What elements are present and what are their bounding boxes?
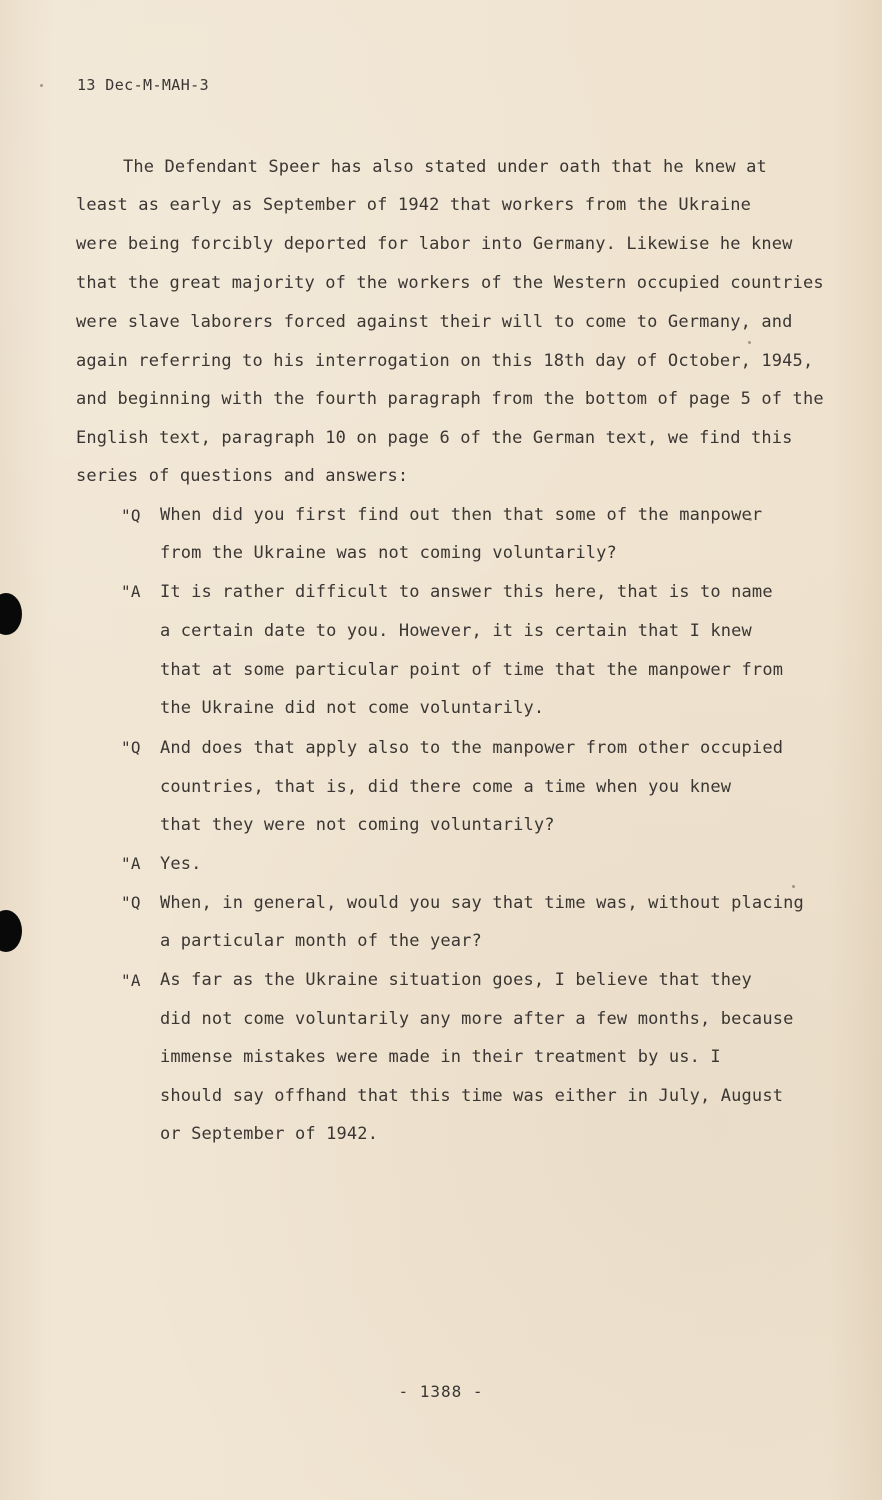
question-text-line: from the Ukraine was not coming voluntarily? [160, 543, 617, 563]
paragraph-line: were slave laborers forced against their will to come to Germany, and [76, 312, 793, 332]
paragraph-line: that the great majority of the workers of the Western occupied countries [76, 273, 824, 293]
paragraph-line: series of questions and answers: [76, 466, 409, 486]
question-text-line: a particular month of the year? [160, 931, 482, 951]
answer-marker: "A [121, 582, 141, 601]
paper-speck [40, 84, 43, 87]
question-marker: "Q [121, 738, 141, 757]
answer-text-line: Yes. [160, 854, 202, 874]
document-reference-code: 13 Dec-M-MAH-3 [77, 76, 210, 94]
answer-text-line: or September of 1942. [160, 1124, 379, 1144]
question-text-line: And does that apply also to the manpower from other occupied [160, 738, 784, 758]
paragraph-line: The Defendant Speer has also stated under oath that he knew at [123, 157, 767, 177]
paragraph-line: least as early as September of 1942 that workers from the Ukraine [76, 195, 752, 215]
paragraph-line: English text, paragraph 10 on page 6 of the German text, we find this [76, 428, 793, 448]
answer-marker: "A [121, 971, 141, 990]
question-marker: "Q [121, 506, 141, 525]
question-marker: "Q [121, 893, 141, 912]
answer-text-line: that at some particular point of time that the manpower from [160, 660, 784, 680]
answer-text-line: the Ukraine did not come voluntarily. [160, 698, 545, 718]
question-text-line: When, in general, would you say that time was, without placing [160, 893, 804, 913]
answer-text-line: did not come voluntarily any more after a few months, because [160, 1009, 794, 1029]
paragraph-line: again referring to his interrogation on this 18th day of October, 1945, [76, 351, 814, 371]
paper-speck [748, 341, 751, 344]
question-text-line: that they were not coming voluntarily? [160, 815, 555, 835]
question-text-line: countries, that is, did there come a time when you knew [160, 777, 732, 797]
question-text-line: When did you first find out then that some of the manpower [160, 505, 763, 525]
binder-hole-bottom [0, 910, 22, 952]
binder-hole-top [0, 593, 22, 635]
paper-speck [792, 885, 795, 888]
page-number: - 1388 - [398, 1382, 484, 1401]
answer-text-line: a certain date to you. However, it is certain that I knew [160, 621, 752, 641]
answer-text-line: It is rather difficult to answer this here, that is to name [160, 582, 773, 602]
answer-marker: "A [121, 854, 141, 873]
answer-text-line: As far as the Ukraine situation goes, I believe that they [160, 970, 752, 990]
answer-text-line: immense mistakes were made in their treatment by us. I [160, 1047, 721, 1067]
answer-text-line: should say offhand that this time was either in July, August [160, 1086, 784, 1106]
paragraph-line: and beginning with the fourth paragraph from the bottom of page 5 of the [76, 389, 824, 409]
paragraph-line: were being forcibly deported for labor into Germany. Likewise he knew [76, 234, 793, 254]
